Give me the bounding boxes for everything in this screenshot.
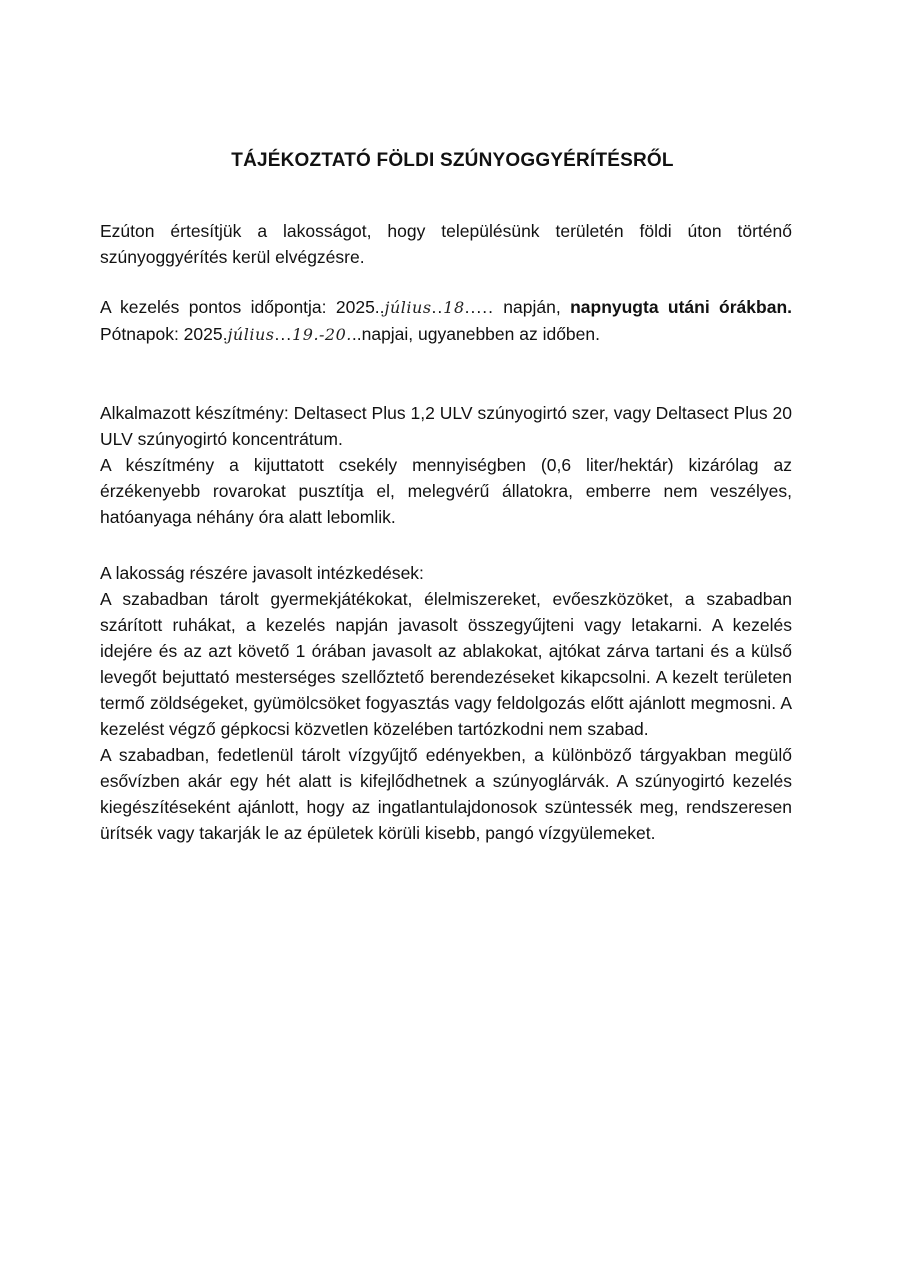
intro-paragraph <box>100 218 792 270</box>
dots: ... <box>274 324 293 344</box>
measures-text: A szabadban tárolt gyermekjátékokat, élelmiszereket, evőeszközöket, a szabadban szárított ruhákat, a kezelés napján javasolt összegyűjteni vagy letakarni. A kezelés idejére és az azt követő 1 órában javasolt az ablakokat, ajtókat zárva tartani és a külső levegőt bejuttató mesterséges szellőztető berendezéseket kikapcsolni. A kezelt területen termő zöldségeket, gyümölcsöket fogyasztás vagy feldolgozás előtt ajánlott megmosni. A kezelést végző gépkocsi közvetlen közelében tartózkodni nem szabad. <box>100 589 792 739</box>
product-detail-text: A készítmény a kijuttatott csekély mennyiségben (0,6 liter/hektár) kizárólag az érzékenyebb rovarokat pusztítja el, melegvérű állatokra, emberre nem veszélyes, hatóanyaga néhány óra alatt lebomlik. <box>100 455 792 527</box>
document-title: TÁJÉKOZTATÓ FÖLDI SZÚNYOGGYÉRÍTÉSRŐL <box>231 150 674 171</box>
dates-prefix: A kezelés pontos időpontja: 2025.. <box>100 297 385 317</box>
dots: .. <box>431 297 444 317</box>
water-text: A szabadban, fedetlenül tárolt vízgyűjtő edényekben, a különböző tárgyakban megülő esővízben akár egy hét alatt is kifejlődhetnek a szúnyoglárvák. A szúnyogirtó kezelés kiegészítéseként ajánlott, hogy az ingatlantulajdonosok szüntessék meg, rendszeresen ürítsék vagy takarják le az épületek körüli kisebb, pangó vízgyülemeket. <box>100 745 792 843</box>
dates-paragraph <box>100 294 792 348</box>
dates-suffix: napján, <box>493 297 571 317</box>
handwritten-day: 18 <box>443 298 465 317</box>
product-paragraph <box>100 400 792 530</box>
makeup-suffix: ..napjai, ugyanebben az időben. <box>351 324 600 344</box>
product-text: Alkalmazott készítmény: Deltasect Plus 1,2 ULV szúnyogirtó szer, vagy Deltasect Plus 20 ULV szúnyogirtó koncentrátum. <box>100 403 792 449</box>
handwritten-month-2: július <box>227 325 275 344</box>
intro-text: Ezúton értesítjük a lakosságot, hogy településünk területén földi úton történő szúnyoggyérítés kerül elvégzésre. <box>100 221 792 267</box>
handwritten-days: 19.-20. <box>292 325 352 344</box>
measures-section <box>100 560 792 846</box>
makeup-prefix: Pótnapok: 2025. <box>100 324 228 344</box>
measures-heading: A lakosság részére javasolt intézkedések: <box>100 563 424 583</box>
handwritten-month: július <box>384 298 432 317</box>
dates-bold: napnyugta utáni órákban. <box>570 297 792 317</box>
dots: ..... <box>464 297 494 317</box>
